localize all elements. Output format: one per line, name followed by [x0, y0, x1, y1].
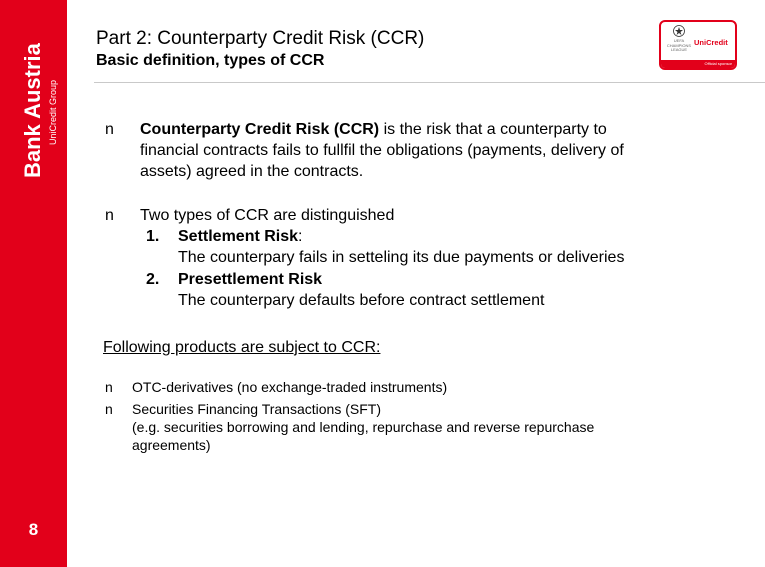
type-name: Presettlement Risk [178, 271, 323, 288]
type-name: Settlement Risk [178, 228, 299, 245]
league-text: UEFA CHAMPIONS LEAGUE [666, 38, 692, 52]
definition-line2: financial contracts fails to fullfil the obligations (payments, delivery of [140, 142, 624, 159]
bullet-marker: n [105, 379, 113, 395]
header-divider [94, 82, 765, 83]
bullet-marker: n [105, 207, 114, 224]
slide-title: Part 2: Counterparty Credit Risk (CCR) [96, 28, 425, 49]
logo-brand-text: UniCredit [694, 38, 728, 47]
product-note-line1: (e.g. securities borrowing and lending, repurchase and reverse repurchase [132, 419, 595, 435]
product-item: OTC-derivatives (no exchange-traded instruments) [132, 379, 448, 395]
product-item-text: Securities Financing Transactions (SFT) [132, 401, 381, 417]
bullet-marker: n [105, 121, 114, 138]
logo-sponsor-text: Official sponsor [661, 60, 735, 68]
slide-subtitle: Basic definition, types of CCR [96, 52, 325, 69]
type-item [178, 226, 624, 268]
brand-name: Bank Austria [20, 43, 45, 178]
product-note-line2: agreements) [132, 437, 211, 453]
type-number: 2. [146, 271, 160, 288]
definition-line1: is the risk that a counterparty to [379, 121, 607, 138]
brand-sidebar [0, 0, 67, 567]
sponsor-logo [659, 20, 737, 70]
brand-group: UniCredit Group [48, 79, 58, 145]
bullet-marker: n [105, 401, 113, 417]
definition-line3: assets) agreed in the contracts. [140, 163, 364, 180]
type-item [178, 269, 544, 311]
definition-paragraph [140, 119, 624, 182]
type-suffix: : [298, 228, 303, 245]
page-number: 8 [28, 520, 39, 539]
starball-icon [673, 25, 685, 37]
product-item [132, 400, 594, 454]
definition-term: Counterparty Credit Risk (CCR) [140, 121, 380, 138]
types-intro: Two types of CCR are distinguished [140, 207, 395, 224]
type-number: 1. [146, 228, 160, 245]
type-description: The counterpary defaults before contract settlement [178, 292, 545, 309]
bank-austria-logo [4, 30, 64, 180]
type-description: The counterpary fails in setteling its due payments or deliveries [178, 249, 625, 266]
products-heading: Following products are subject to CCR: [103, 339, 381, 356]
